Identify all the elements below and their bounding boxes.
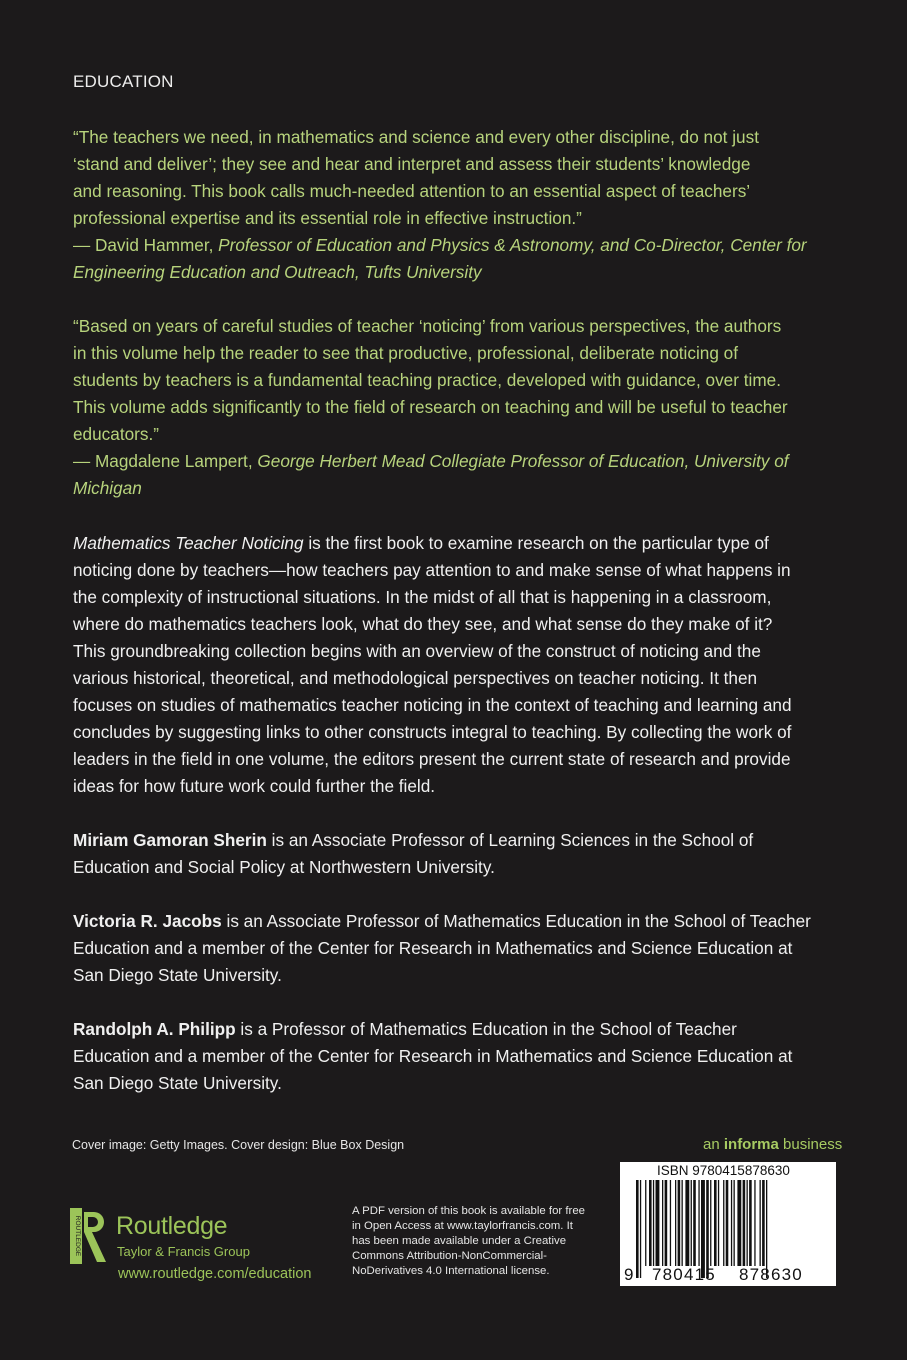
barcode-bar (662, 1180, 663, 1266)
publisher-group: Taylor & Francis Group (117, 1244, 250, 1259)
attribution-name: — David Hammer, (73, 235, 219, 255)
attribution-title: George Herbert Mead Collegiate Professor of Education, University of (257, 451, 789, 471)
barcode-bar (762, 1180, 765, 1266)
quote-attribution (73, 448, 848, 475)
author-bio-sherin: Miriam Gamoran Sherin is an Associate Professor of Learning Sciences in the School of Education and Social Policy at Northwestern University. (73, 830, 754, 877)
barcode-bar (670, 1180, 671, 1266)
barcode-bar (640, 1180, 641, 1278)
barcode-bar (649, 1180, 652, 1266)
description-line: concludes by suggesting links to other constructs integral to teaching. By collecting the work of (73, 722, 792, 742)
description-line: This groundbreaking collection begins with an overview of the construct of noticing and the (73, 641, 761, 661)
barcode-bar (714, 1180, 717, 1266)
description-line: noticing done by teachers—how teachers pay attention to and make sense of what happens in (73, 560, 791, 580)
barcode-bar (665, 1180, 668, 1266)
category-label: EDUCATION (73, 72, 174, 91)
barcode-bar (685, 1180, 689, 1266)
barcode-digits-right: 878630 (739, 1265, 803, 1284)
barcode-icon (632, 1180, 826, 1278)
attribution-title: Michigan (73, 478, 142, 498)
isbn-label: ISBN 9780415878630 (657, 1163, 790, 1178)
routledge-logo-icon (70, 1208, 106, 1264)
barcode-bar (749, 1180, 752, 1266)
barcode-bar (645, 1180, 646, 1266)
barcode-bar (737, 1180, 741, 1266)
barcode-bar (691, 1180, 692, 1266)
barcode-bar (723, 1180, 724, 1266)
quote-attribution (73, 232, 848, 259)
description-line: ideas for how future work could further the field. (73, 776, 436, 796)
barcode-digit-prefix: 9 (624, 1265, 634, 1284)
attribution-name: — Magdalene Lampert, (73, 451, 258, 471)
book-description (73, 530, 848, 800)
barcode-bar (718, 1180, 719, 1266)
barcode-bar (760, 1180, 761, 1266)
description-line: various historical, theoretical, and methodological perspectives on teacher noticing. It then (73, 668, 758, 688)
description-line: focuses on studies of mathematics teacher noticing in the context of teaching and learning and (73, 695, 792, 715)
description-line: where do mathematics teachers look, what do they see, and what sense do they make of it? (73, 614, 773, 634)
quote-line: professional expertise and its essential role in effective instruction.” (73, 208, 582, 228)
attribution-title: Engineering Education and Outreach, Tufts University (73, 262, 482, 282)
barcode-bar (766, 1180, 767, 1278)
author-name: Miriam Gamoran Sherin (73, 830, 267, 850)
quote-line: This volume adds significantly to the field of research on teaching and will be useful to teacher (73, 397, 788, 417)
barcode-bar (682, 1180, 683, 1266)
barcode-bar (743, 1180, 746, 1266)
informa-tagline: an informa business (703, 1136, 843, 1153)
description-line: leaders in the field in one volume, the editors present the current state of research and provide (73, 749, 791, 769)
logo-letters: ROUTLEDGE (74, 1215, 81, 1257)
quote-line: ‘stand and deliver’; they see and hear and interpret and assess their students’ knowledge (73, 154, 751, 174)
barcode-bar (734, 1180, 735, 1266)
barcode-digits-left: 780415 (652, 1265, 716, 1284)
endorsement-quote-1 (73, 124, 848, 286)
endorsement-quote-2 (73, 313, 848, 502)
barcode-bar (675, 1180, 676, 1266)
barcode-bar (731, 1180, 732, 1266)
quote-line: educators.” (73, 424, 159, 444)
barcode-bar (653, 1180, 654, 1266)
barcode-bar (701, 1180, 705, 1278)
quote-line: in this volume help the reader to see that productive, professional, deliberate noticing of (73, 343, 738, 363)
barcode-bar (754, 1180, 755, 1266)
publisher-name: Routledge (116, 1212, 228, 1240)
author-bio-philipp: Randolph A. Philipp is a Professor of Mathematics Education in the School of Teacher Education and a member of the Center for Research in Mathematics and Science Education at San Diego State University. (73, 1019, 793, 1093)
barcode-bar (706, 1180, 709, 1278)
quote-line: students by teachers is a fundamental teaching practice, developed with guidance, over time. (73, 370, 781, 390)
barcode-bar (698, 1180, 699, 1266)
barcode-bar (726, 1180, 729, 1266)
barcode-bar (678, 1180, 681, 1266)
quote-line: “The teachers we need, in mathematics and science and every other discipline, do not just (73, 127, 759, 147)
quote-line: and reasoning. This book calls much-needed attention to an essential aspect of teachers’ (73, 181, 751, 201)
barcode-bar (656, 1180, 660, 1266)
barcode-bar (636, 1180, 639, 1278)
barcode-bar (710, 1180, 711, 1266)
description-line: Mathematics Teacher Noticing is the first book to examine research on the particular type of (73, 533, 769, 553)
author-name: Randolph A. Philipp (73, 1019, 236, 1039)
cover-credits: Cover image: Getty Images. Cover design: Blue Box Design (72, 1138, 405, 1152)
barcode-bar (747, 1180, 748, 1266)
open-access-note: A PDF version of this book is available for free in Open Access at www.taylorfrancis.com. It has been made available under a Creative Commons Attribution-NonCommercial- NoDerivatives 4.0 International license. (352, 1205, 585, 1277)
publisher-url[interactable]: www.routledge.com/education (118, 1266, 312, 1282)
barcode-bar (693, 1180, 696, 1266)
attribution-title: Professor of Education and Physics & Astronomy, and Co-Director, Center for (218, 235, 807, 255)
quote-line: “Based on years of careful studies of teacher ‘noticing’ from various perspectives, the authors (73, 316, 782, 336)
author-bio-jacobs: Victoria R. Jacobs is an Associate Professor of Mathematics Education in the School of Teacher Education and a member of the Center for Research in Mathematics and Science Education at San Diego State University. (73, 911, 811, 985)
book-title: Mathematics Teacher Noticing (73, 533, 304, 553)
author-name: Victoria R. Jacobs (73, 911, 222, 931)
description-line: the complexity of instructional situations. In the midst of all that is happening in a classroom, (73, 587, 772, 607)
